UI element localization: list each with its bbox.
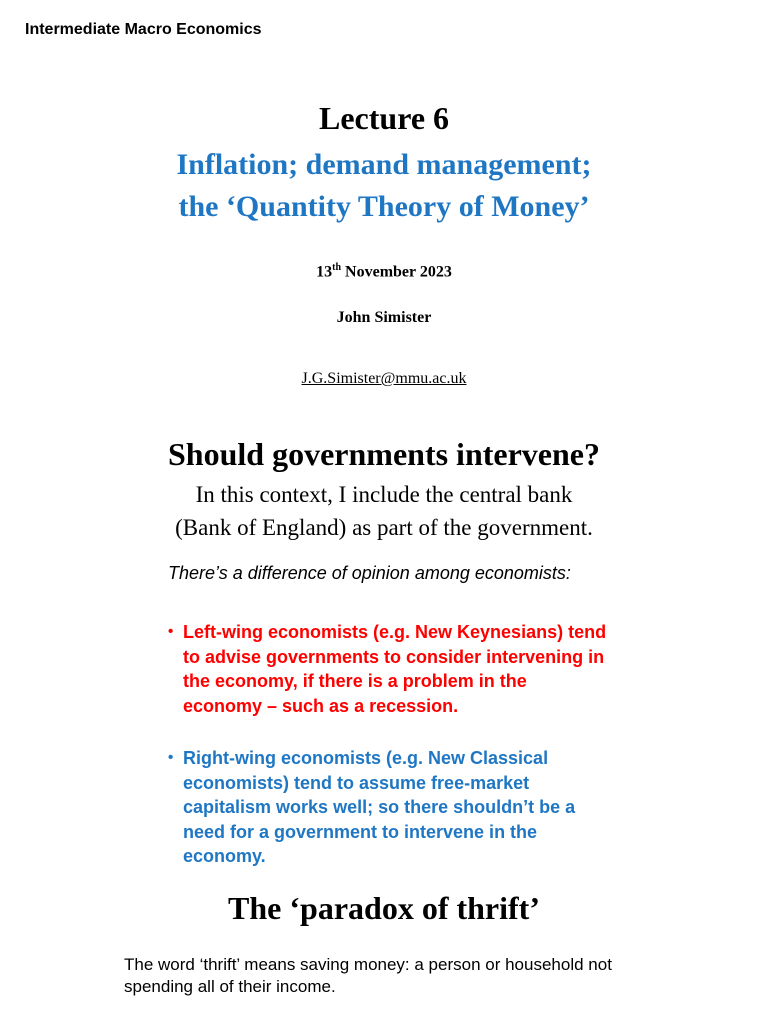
lecture-subtitle (0, 144, 768, 228)
subheading-line-2: (Bank of England) as part of the government. (175, 515, 593, 540)
email-link[interactable]: J.G.Simister@mmu.ac.uk (301, 370, 467, 387)
subtitle-line-2: the ‘Quantity Theory of Money’ (178, 190, 590, 223)
date-suffix: th (332, 262, 342, 273)
lecture-date (0, 262, 768, 281)
date-month-year: November 2023 (341, 263, 452, 281)
section-heading-intervene: Should governments intervene? (168, 436, 600, 472)
section-subheading (0, 478, 768, 544)
author-name: John Simister (336, 309, 432, 326)
course-title: Intermediate Macro Economics (25, 21, 262, 38)
bullet-marker: • (168, 749, 174, 766)
bullet-text: Left-wing economists (e.g. New Keynesians) tend to advise governments to consider intervening in the economy, if there is a problem in the economy – such as a recession. (183, 622, 607, 716)
bullet-marker: • (168, 623, 174, 640)
subheading-line-1: In this context, I include the central bank (195, 482, 573, 507)
bullet-left-wing (168, 620, 608, 718)
opinion-intro: There’s a difference of opinion among economists: (168, 563, 571, 583)
lecture-number: Lecture 6 (318, 100, 450, 136)
subtitle-line-1: Inflation; demand management; (176, 148, 592, 181)
date-day: 13 (316, 263, 333, 281)
bullet-right-wing (168, 746, 608, 869)
thrift-definition: The word ‘thrift’ means saving money: a person or household not spending all of their income. (124, 955, 612, 996)
section-heading-thrift: The ‘paradox of thrift’ (228, 890, 540, 926)
bullet-text: Right-wing economists (e.g. New Classical economists) tend to assume free-market capitalism works well; so there shouldn’t be a need for a government to intervene in the economy. (183, 748, 576, 866)
